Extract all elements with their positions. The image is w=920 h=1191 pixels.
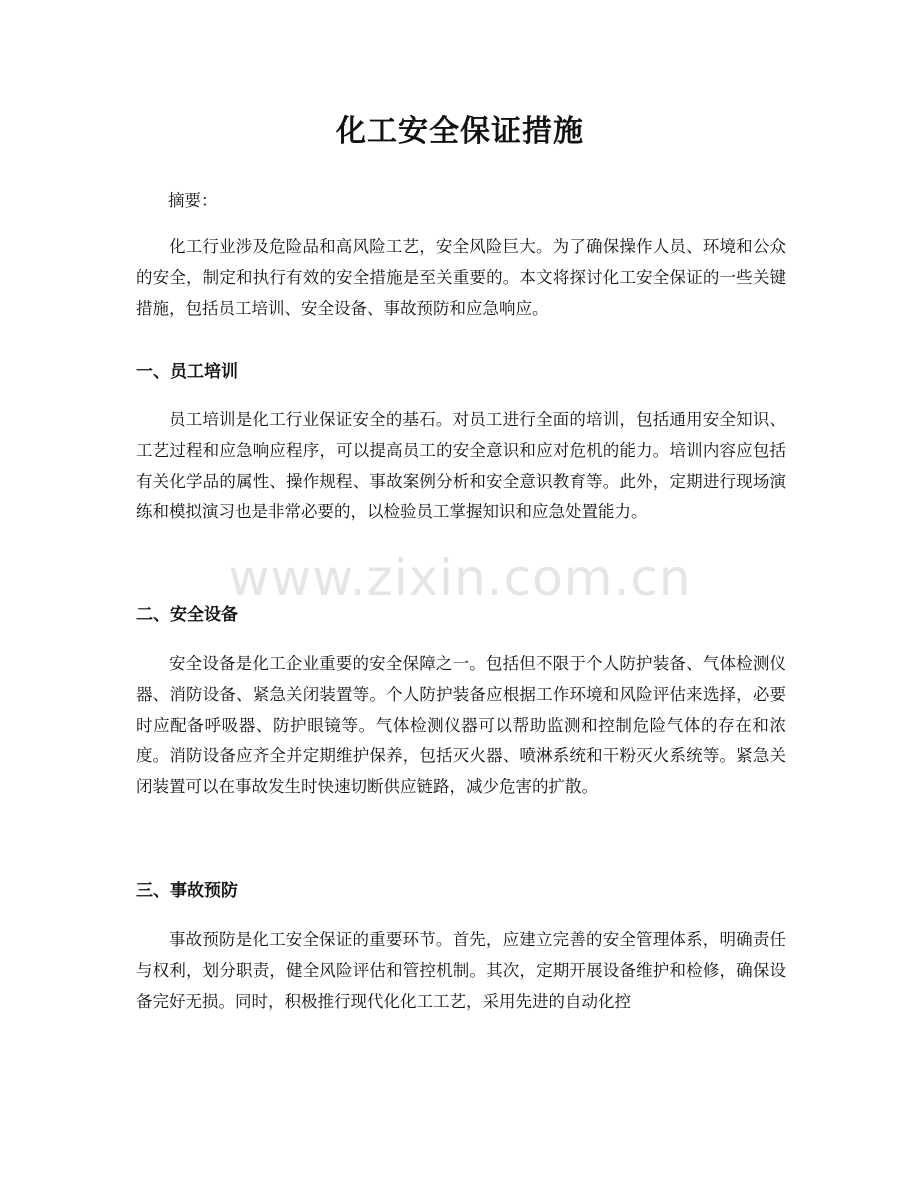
section-body-training: 员工培训是化工行业保证安全的基石。对员工进行全面的培训，包括通用安全知识、工艺过程和应急响应程序，可以提高员工的安全意识和应对危机的能力。培训内容应包括有关化学品的属性、操作规程、事故案例分析和安全意识教育等。此外，定期进行现场演练和模拟演习也是非常必要的，以检验员工掌握知识和应急处置能力。 bbox=[136, 410, 786, 522]
document-title: 化工安全保证措施 bbox=[336, 114, 584, 149]
abstract-paragraph: 化工行业涉及危险品和高风险工艺，安全风险巨大。为了确保操作人员、环境和公众的安全，制定和执行有效的安全措施是至关重要的。本文将探讨化工安全保证的一些关键措施，包括员工培训、安全设备、事故预防和应急响应。 bbox=[136, 237, 786, 318]
section-heading-prevention: 三、事故预防 bbox=[136, 881, 238, 901]
abstract-label: 摘要： bbox=[168, 191, 218, 210]
section-body-prevention: 事故预防是化工安全保证的重要环节。首先，应建立完善的安全管理体系，明确责任与权利，划分职责，健全风险评估和管控机制。其次，定期开展设备维护和检修，确保设备完好无损。同时，积极推行现代化化工工艺，采用先进的自动化控 bbox=[136, 930, 786, 1011]
section-heading-equipment: 二、安全设备 bbox=[136, 605, 238, 625]
watermark: www.zixin.com.cn bbox=[228, 549, 692, 607]
section-body-equipment: 安全设备是化工企业重要的安全保障之一。包括但不限于个人防护装备、气体检测仪器、消防设备、紧急关闭装置等。个人防护装备应根据工作环境和风险评估来选择，必要时应配备呼吸器、防护眼镜等。气体检测仪器可以帮助监测和控制危险气体的存在和浓度。消防设备应齐全并定期维护保养，包括灭火器、喷淋系统和干粉灭火系统等。紧急关闭装置可以在事故发生时快速切断供应链路，减少危害的扩散。 bbox=[136, 654, 786, 797]
section-heading-training: 一、员工培训 bbox=[136, 362, 238, 382]
